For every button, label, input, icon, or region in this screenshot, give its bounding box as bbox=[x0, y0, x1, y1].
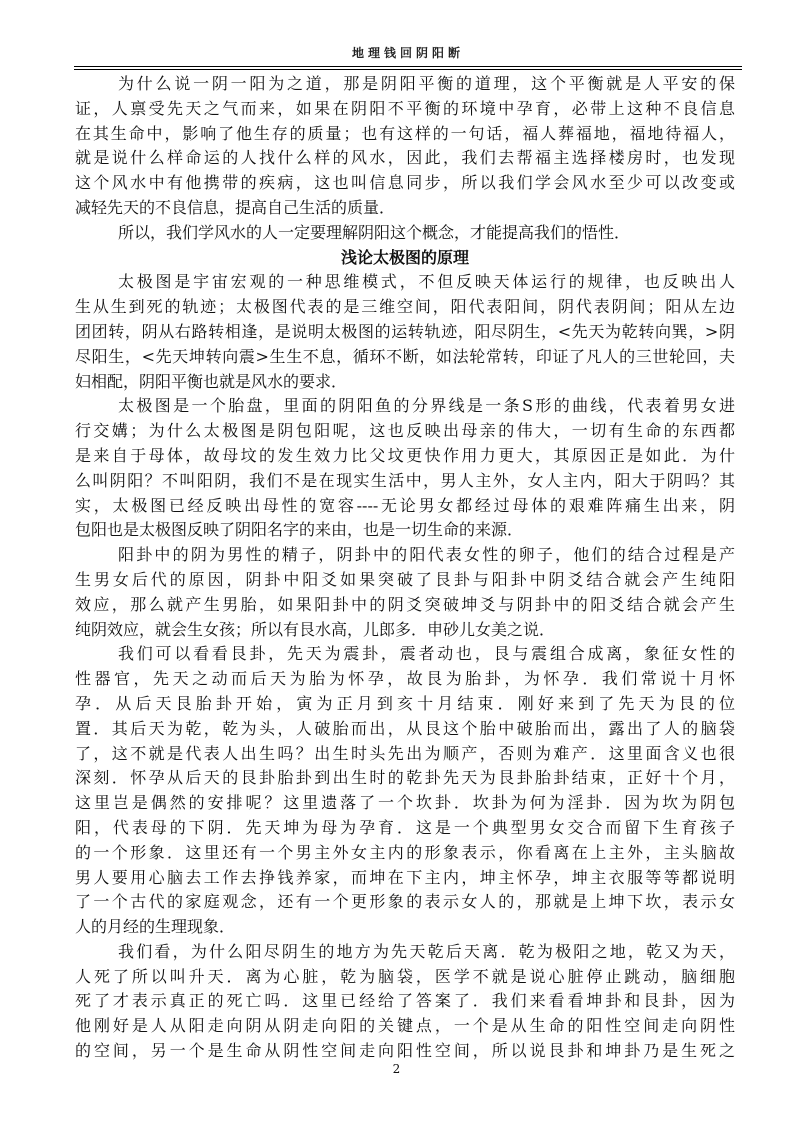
page-header: 地理钱回阴阳断 bbox=[351, 46, 464, 60]
text-line: 生男女后代的原因，阴卦中阳爻如果突破了艮卦与阳卦中阴爻结合就会产生纯阳 bbox=[75, 569, 735, 589]
text-line: 为什么说一阴一阳为之道，那是阴阳平衡的道理，这个平衡就是人平安的保 bbox=[118, 74, 735, 93]
text-line: 人的月经的生理现象． bbox=[75, 917, 236, 937]
text-line: 这里岂是偶然的安排呢？这里遗落了一个坎卦．坎卦为何为淫卦．因为坎为阴包 bbox=[75, 793, 735, 813]
text-line: 阳，代表母的下阴．先天坤为母为孕育．这是一个典型男女交合而留下生育孩子 bbox=[75, 817, 735, 837]
text-line: 阳卦中的阴为男性的精子，阴卦中的阳代表女性的卵子，他们的结合过程是产 bbox=[118, 545, 735, 565]
text-line: 包阳也是太极图反映了阴阳名字的来由，也是一切生命的来源． bbox=[75, 520, 524, 540]
text-line: 团团转，阴从右路转相逢，是说明太极图的运转轨迹，阳尽阴生，<先天为乾转向巽，>阴 bbox=[75, 321, 735, 341]
text-line: 太极图是宇宙宏观的一种思维模式，不但反映天体运行的规律，也反映出人 bbox=[118, 272, 735, 292]
text-line: 我们可以看看艮卦，先天为震卦，震者动也，艮与震组合成离，象征女性的 bbox=[118, 644, 735, 664]
text-line: 行交媾；为什么太极图是阴包阳呢，这也反映出母亲的伟大，一切有生命的东西都 bbox=[75, 421, 735, 441]
text-line: 么叫阴阳？不叫阳阴，我们不是在现实生活中，男人主外，女人主内，阳大于阴吗？其 bbox=[75, 470, 735, 490]
text-line: 效应，那么就产生男胎，如果阳卦中的阴爻突破坤爻与阴卦中的阳爻结合就会产生 bbox=[75, 594, 735, 614]
text-line: 尽阳生，<先天坤转向震>生生不息，循环不断，如法轮常转，印证了凡人的三世轮回，夫 bbox=[75, 346, 735, 366]
section-heading: 浅论太极图的原理 bbox=[340, 247, 469, 267]
text-line: 的空间，另一个是生命从阴性空间走向阳性空间，所以说艮卦和坤卦乃是生死之 bbox=[75, 1041, 735, 1061]
text-line: 在其生命中，影响了他生存的质量；也有这样的一句话，福人葬福地，福地待福人， bbox=[75, 123, 735, 143]
text-line: 他刚好是人从阳走向阴从阴走向阳的关键点，一个是从生命的阳性空间走向阴性 bbox=[75, 1016, 735, 1036]
text-line: 深刻．怀孕从后天的艮卦胎卦到出生时的乾卦先天为艮卦胎卦结束，正好十个月， bbox=[75, 768, 735, 788]
text-line: 置．其后天为乾，乾为头，人破胎而出，从艮这个胎中破胎而出，露出了人的脑袋 bbox=[75, 718, 735, 738]
text-line: 就是说什么样命运的人找什么样的风水，因此，我们去帮福主选择楼房时，也发现 bbox=[75, 148, 735, 168]
text-line: 太极图是一个胎盘，里面的阴阳鱼的分界线是一条S形的曲线，代表着男女进 bbox=[118, 396, 735, 416]
text-line: 男人要用心脑去工作去挣钱养家，而坤在下主内，坤主怀孕，坤主衣服等等都说明 bbox=[75, 867, 735, 887]
text-line: 了，这不就是代表人出生吗？出生时头先出为顺产，否则为难产．这里面含义也很 bbox=[75, 743, 735, 763]
text-line: 妇相配，阴阳平衡也就是风水的要求． bbox=[75, 371, 348, 391]
text-line: 减轻先天的不良信息，提高自己生活的质量． bbox=[75, 197, 396, 217]
text-line: 生从生到死的轨迹；太极图代表的是三维空间，阳代表阳间，阴代表阴间；阳从左边 bbox=[75, 297, 735, 317]
header-rule bbox=[74, 66, 742, 70]
text-line: 所以，我们学风水的人一定要理解阴阳这个概念，才能提高我们的悟性． bbox=[118, 222, 631, 242]
text-line: 的一个形象．这里还有一个男主外女主内的形象表示，你看离在上主外，主头脑故 bbox=[75, 842, 735, 862]
page-number: 2 bbox=[392, 1062, 401, 1076]
text-line: 这个风水中有他携带的疾病，这也叫信息同步，所以我们学会风水至少可以改变或 bbox=[75, 173, 735, 193]
text-line: 死了才表示真正的死亡吗．这里已经给了答案了．我们来看看坤卦和艮卦，因为 bbox=[75, 991, 735, 1011]
text-line: 性器官，先天之动而后天为胎为怀孕，故艮为胎卦，为怀孕．我们常说十月怀 bbox=[75, 669, 735, 689]
text-line: 纯阴效应，就会生女孩；所以有艮水高，儿郎多．申砂儿女美之说． bbox=[75, 619, 556, 639]
text-line: 实，太极图已经反映出母性的宽容----无论男女都经过母体的艰难阵痛生出来，阴 bbox=[75, 495, 735, 515]
text-line: 我们看，为什么阳尽阴生的地方为先天乾后天离．乾为极阳之地，乾又为天， bbox=[118, 941, 735, 961]
text-line: 孕．从后天艮胎卦开始，寅为正月到亥十月结束．刚好来到了先天为艮的位 bbox=[75, 693, 735, 713]
document-body bbox=[75, 72, 735, 1064]
text-line: 是来自于母体，故母坟的发生效力比父坟更快作用力更大，其原因正是如此．为什 bbox=[75, 445, 735, 465]
text-line: 了一个古代的家庭观念，还有一个更形象的表示女人的，那就是上坤下坎，表示女 bbox=[75, 892, 735, 912]
text-line: 证，人禀受先天之气而来，如果在阴阳不平衡的环境中孕育，必带上这种不良信息 bbox=[75, 98, 735, 118]
text-line: 人死了所以叫升天．离为心脏，乾为脑袋，医学不就是说心脏停止跳动，脑细胞 bbox=[75, 966, 735, 986]
